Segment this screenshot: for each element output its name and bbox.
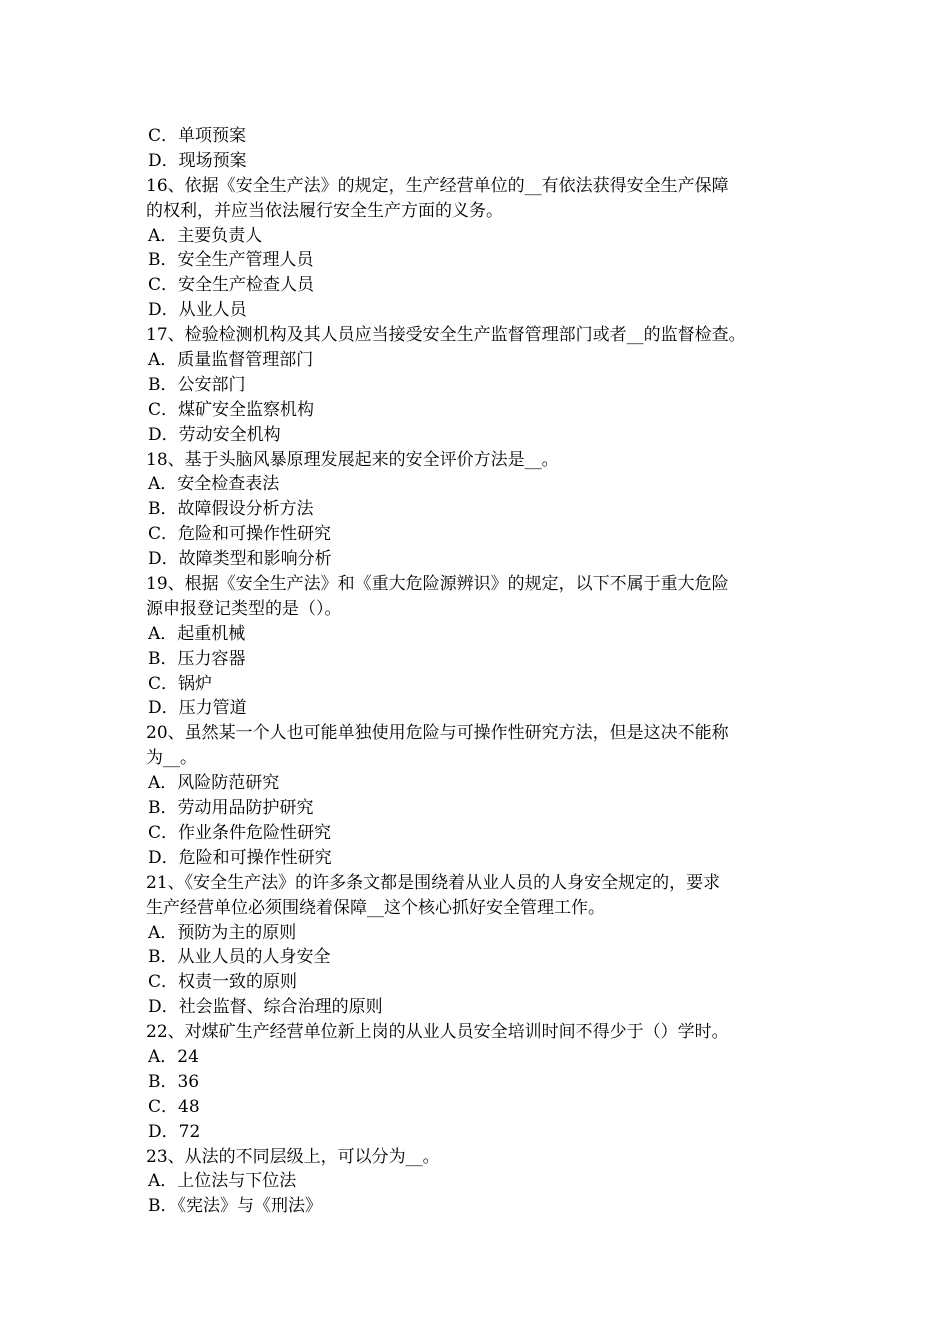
answer-option: B．安全生产管理人员 — [148, 250, 314, 271]
answer-option: C．作业条件危险性研究 — [148, 822, 332, 843]
question-text: 22、对煤矿生产经营单位新上岗的从业人员安全培训时间不得少于（）学时。 — [146, 1022, 729, 1043]
answer-option: D．劳动安全机构 — [148, 424, 281, 445]
answer-option: C．单项预案 — [148, 126, 247, 146]
answer-option: C．煤矿安全监察机构 — [148, 399, 315, 420]
answer-option: A．预防为主的原则 — [148, 922, 297, 943]
question-text: 源申报登记类型的是（）。 — [146, 598, 342, 619]
question-text: 生产经营单位必须围绕着保障__这个核心抓好安全管理工作。 — [146, 897, 605, 918]
answer-option: A．上位法与下位法 — [148, 1171, 297, 1192]
question-text: 21、《安全生产法》的许多条文都是围绕着从业人员的人身安全规定的，要求 — [146, 872, 721, 893]
question-text: 23、从法的不同层级上，可以分为__。 — [146, 1146, 440, 1167]
answer-option: B．《宪法》与《刑法》 — [148, 1196, 322, 1217]
answer-option: C．安全生产检查人员 — [148, 275, 315, 296]
question-text: 的权利，并应当依法履行安全生产方面的义务。 — [146, 200, 503, 221]
answer-option: A．起重机械 — [148, 623, 246, 644]
question-text: 20、虽然某一个人也可能单独使用危险与可操作性研究方法，但是这决不能称 — [146, 723, 729, 744]
question-text: 19、根据《安全生产法》和《重大危险源辨识》的规定，以下不属于重大危险 — [146, 574, 729, 595]
answer-option: B．36 — [148, 1071, 200, 1092]
answer-option: C．危险和可操作性研究 — [148, 524, 332, 545]
question-text: 18、基于头脑风暴原理发展起来的安全评价方法是__。 — [146, 449, 559, 470]
answer-option: A．安全检查表法 — [148, 474, 280, 495]
answer-option: C．48 — [148, 1096, 200, 1117]
answer-option: D．现场预案 — [148, 150, 247, 171]
answer-option: A．风险防范研究 — [148, 773, 280, 794]
answer-option: C．锅炉 — [148, 673, 213, 694]
question-text: 16、依据《安全生产法》的规定，生产经营单位的__有依法获得安全生产保障 — [146, 175, 729, 196]
answer-option: A．24 — [148, 1046, 199, 1067]
answer-option: B．压力容器 — [148, 648, 246, 669]
answer-option: A．主要负责人 — [148, 225, 263, 246]
answer-option: B．公安部门 — [148, 374, 246, 395]
answer-option: D．社会监督、综合治理的原则 — [148, 997, 383, 1018]
answer-option: B．从业人员的人身安全 — [148, 947, 331, 968]
answer-option: D．72 — [148, 1121, 201, 1142]
question-text: 17、检验检测机构及其人员应当接受安全生产监督管理部门或者__的监督检查。 — [146, 325, 746, 346]
answer-option: A．质量监督管理部门 — [148, 350, 314, 371]
answer-option: D．危险和可操作性研究 — [148, 847, 332, 868]
answer-option: D．从业人员 — [148, 300, 247, 321]
document-body — [146, 124, 816, 1219]
question-text: 为__。 — [146, 748, 197, 769]
answer-option: D．故障类型和影响分析 — [148, 549, 332, 570]
answer-option: D．压力管道 — [148, 698, 247, 719]
answer-option: B．劳动用品防护研究 — [148, 798, 314, 819]
answer-option: B．故障假设分析方法 — [148, 499, 314, 520]
answer-option: C．权责一致的原则 — [148, 972, 298, 993]
